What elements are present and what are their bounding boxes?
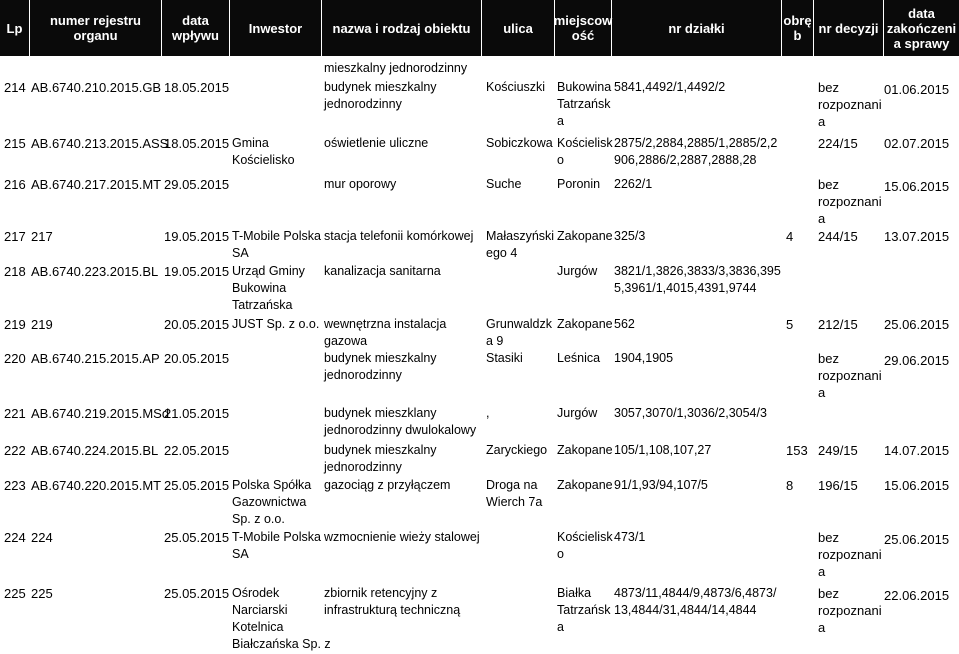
cell-lp: 220 xyxy=(4,351,26,366)
cell-nr: AB.6740.215.2015.AP xyxy=(31,351,160,366)
cell-nr: AB.6740.223.2015.BL xyxy=(31,264,159,279)
cell-nr: AB.6740.213.2015.ASS xyxy=(31,136,169,151)
cell-decyzja: bez rozpoznani a xyxy=(818,177,882,226)
cell-ulica: Droga na Wierch 7a xyxy=(486,478,543,509)
cell-nazwa: budynek mieszkalny jednorodzinny xyxy=(324,80,437,111)
cell-nazwa: budynek mieszkalny jednorodzinny xyxy=(324,443,437,474)
cell-data-zak: 29.06.2015 xyxy=(884,353,950,368)
cell-nazwa: budynek mieszkalny jednorodzinny xyxy=(324,351,437,382)
cell-data: 25.05.2015 xyxy=(164,478,230,493)
header-ulica: ulica xyxy=(482,0,555,56)
cell-decyzja: bez rozpoznani a xyxy=(818,586,882,635)
cell-lp: 216 xyxy=(4,177,26,192)
cell-nazwa: wzmocnienie wieży stalowej xyxy=(324,530,480,544)
header-obreb: obrę b xyxy=(782,0,814,56)
cell-lp: 222 xyxy=(4,443,26,458)
cell-dzialki: 91/1,93/94,107/5 xyxy=(614,478,708,492)
cell-dzialki: 3821/1,3826,3833/3,3836,395 5,3961/1,4015,4391,9744 xyxy=(614,264,781,295)
header-nr-dzialki: nr działki xyxy=(612,0,782,56)
cell-miejscowosc: Bukowina Tatrzańsk a xyxy=(557,80,612,128)
cell-ulica: Sobiczkowa xyxy=(486,136,553,150)
cell-lp: 224 xyxy=(4,530,26,545)
cell-dzialki: 562 xyxy=(614,317,635,331)
cell-nr: AB.6740.217.2015.MT xyxy=(31,177,162,192)
cell-miejscowosc: Kościelisk o xyxy=(557,530,613,561)
cell-inwestor: JUST Sp. z o.o. xyxy=(232,317,320,331)
cell-obreb: 4 xyxy=(786,229,794,244)
cell-data-zak: 14.07.2015 xyxy=(884,443,950,458)
cell-miejscowosc: Zakopane xyxy=(557,443,613,457)
cell-nr: 224 xyxy=(31,530,53,545)
cell-decyzja: bez rozpoznani a xyxy=(818,530,882,579)
cell-data: 18.05.2015 xyxy=(164,136,230,151)
header-nr-decyzji: nr decyzji xyxy=(814,0,884,56)
cell-nr: AB.6740.224.2015.BL xyxy=(31,443,159,458)
header-data-wplywu: data wpływu xyxy=(162,0,230,56)
cell-decyzja: 249/15 xyxy=(818,443,858,458)
cell-ulica: Kościuszki xyxy=(486,80,546,94)
cell-ulica: Suche xyxy=(486,177,522,191)
cell-obreb: 8 xyxy=(786,478,794,493)
cell-dzialki: 2262/1 xyxy=(614,177,653,191)
header-data-zakonczenia: data zakończeni a sprawy xyxy=(886,5,957,51)
cell-nazwa: stacja telefonii komórkowej xyxy=(324,229,474,243)
cell-nazwa: zbiornik retencyjny z infrastrukturą techniczną xyxy=(324,586,461,617)
cell-nr: 219 xyxy=(31,317,53,332)
cell-data-zak: 15.06.2015 xyxy=(884,478,950,493)
cell-decyzja: 244/15 xyxy=(818,229,858,244)
cell-miejscowosc: Kościelisk o xyxy=(557,136,613,167)
cell-nazwa: kanalizacja sanitarna xyxy=(324,264,441,278)
cell-ulica: Stasiki xyxy=(486,351,523,365)
cell-decyzja: 224/15 xyxy=(818,136,858,151)
cell-lp: 219 xyxy=(4,317,26,332)
cell-data: 25.05.2015 xyxy=(164,530,230,545)
cell-decyzja: bez rozpoznani a xyxy=(818,351,882,400)
cell-dzialki: 4873/11,4844/9,4873/6,4873/ 13,4844/31,4844/14,4844 xyxy=(614,586,777,617)
cell-data: 29.05.2015 xyxy=(164,177,230,192)
cell-data-zak: 01.06.2015 xyxy=(884,82,950,97)
cell-miejscowosc: Jurgów xyxy=(557,406,598,420)
cell-ulica: Małaszyński ego 4 xyxy=(486,229,555,260)
cell-dzialki: 2875/2,2884,2885/1,2885/2,2 906,2886/2,2887,2888,28 xyxy=(614,136,778,167)
cell-miejscowosc: Zakopane xyxy=(557,478,613,492)
cell-inwestor: Ośrodek Narciarski Kotelnica Białczańska Sp. z xyxy=(232,586,331,651)
cell-nr: AB.6740.210.2015.GB xyxy=(31,80,162,95)
cell-lp: 214 xyxy=(4,80,26,95)
cell-nazwa: gazociąg z przyłączem xyxy=(324,478,451,492)
cell-miejscowosc: Zakopane xyxy=(557,317,613,331)
cell-data-zak: 15.06.2015 xyxy=(884,179,950,194)
cell-data: 20.05.2015 xyxy=(164,317,230,332)
cell-nazwa: mur oporowy xyxy=(324,177,397,191)
cell-ulica: Grunwaldzk a 9 xyxy=(486,317,552,348)
cell-inwestor: Urząd Gminy Bukowina Tatrzańska xyxy=(232,264,305,312)
cell-inwestor: Gmina Kościelisko xyxy=(232,136,295,167)
cell-dzialki: 1904,1905 xyxy=(614,351,674,365)
cell-data: 19.05.2015 xyxy=(164,264,230,279)
cell-inwestor: Polska Spółka Gazownictwa Sp. z o.o. xyxy=(232,478,312,526)
continuation-text: mieszkalny jednorodzinny xyxy=(324,61,468,75)
table-header xyxy=(0,0,959,56)
cell-dzialki: 325/3 xyxy=(614,229,646,243)
cell-nr: AB.6740.220.2015.MT xyxy=(31,478,162,493)
cell-dzialki: 473/1 xyxy=(614,530,646,544)
header-miejscowosc: miejscow ość xyxy=(555,0,612,56)
cell-lp: 215 xyxy=(4,136,26,151)
cell-nazwa: oświetlenie uliczne xyxy=(324,136,429,150)
cell-obreb: 5 xyxy=(786,317,794,332)
cell-data-zak: 25.06.2015 xyxy=(884,317,950,332)
cell-data: 18.05.2015 xyxy=(164,80,230,95)
header-nr-rejestru: numer rejestru organu xyxy=(30,0,162,56)
cell-ulica: , xyxy=(486,406,490,420)
cell-data: 21.05.2015 xyxy=(164,406,230,421)
cell-data-zak: 22.06.2015 xyxy=(884,588,950,603)
cell-data: 25.05.2015 xyxy=(164,586,230,601)
cell-nazwa: wewnętrzna instalacja gazowa xyxy=(324,317,447,348)
cell-lp: 217 xyxy=(4,229,26,244)
cell-data-zak: 02.07.2015 xyxy=(884,136,950,151)
cell-obreb: 153 xyxy=(786,443,808,458)
cell-nr: 225 xyxy=(31,586,53,601)
cell-lp: 221 xyxy=(4,406,26,421)
cell-decyzja: 212/15 xyxy=(818,317,858,332)
cell-miejscowosc: Zakopane xyxy=(557,229,613,243)
cell-lp: 225 xyxy=(4,586,26,601)
cell-dzialki: 105/1,108,107,27 xyxy=(614,443,712,457)
cell-data-zak: 13.07.2015 xyxy=(884,229,950,244)
cell-data-zak: 25.06.2015 xyxy=(884,532,950,547)
cell-miejscowosc: Leśnica xyxy=(557,351,601,365)
header-inwestor: Inwestor xyxy=(230,0,322,56)
cell-data: 20.05.2015 xyxy=(164,351,230,366)
header-nazwa: nazwa i rodzaj obiektu xyxy=(322,0,482,56)
cell-lp: 223 xyxy=(4,478,26,493)
cell-miejscowosc: Białka Tatrzańsk a xyxy=(557,586,611,634)
cell-nr: 217 xyxy=(31,229,53,244)
cell-inwestor: T-Mobile Polska SA xyxy=(232,530,321,561)
header-lp: Lp xyxy=(0,0,30,56)
cell-inwestor: T-Mobile Polska SA xyxy=(232,229,321,260)
cell-miejscowosc: Jurgów xyxy=(557,264,598,278)
cell-dzialki: 5841,4492/1,4492/2 xyxy=(614,80,726,94)
cell-miejscowosc: Poronin xyxy=(557,177,601,191)
cell-ulica: Zaryckiego xyxy=(486,443,548,457)
cell-nazwa: budynek mieszklany jednorodzinny dwulokalowy xyxy=(324,406,477,437)
cell-dzialki: 3057,3070/1,3036/2,3054/3 xyxy=(614,406,767,420)
cell-nr: AB.6740.219.2015.MSd xyxy=(31,406,170,421)
cell-data: 22.05.2015 xyxy=(164,443,230,458)
cell-decyzja: 196/15 xyxy=(818,478,858,493)
cell-lp: 218 xyxy=(4,264,26,279)
cell-data: 19.05.2015 xyxy=(164,229,230,244)
cell-decyzja: bez rozpoznani a xyxy=(818,80,882,129)
